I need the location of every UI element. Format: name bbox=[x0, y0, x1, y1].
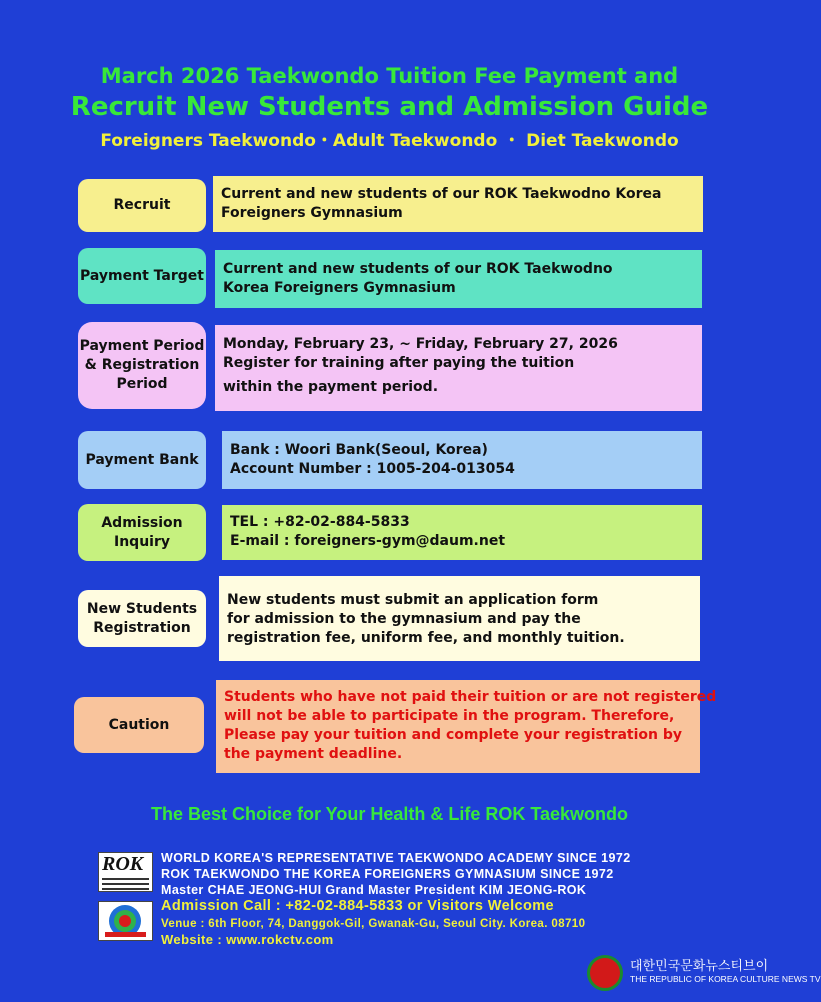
footer-line2: ROK TAEKWONDO THE KOREA FOREIGNERS GYMNASIUM SINCE 1972 bbox=[161, 867, 614, 881]
label-payment-period: Payment Period & Registration Period bbox=[78, 322, 206, 409]
box-payment-bank bbox=[222, 431, 702, 489]
admission-inquiry-line: TEL : +82-02-884-5833 bbox=[230, 514, 410, 530]
box-new-students bbox=[219, 576, 700, 661]
footer-admission-call: Admission Call : +82-02-884-5833 or Visitors Welcome bbox=[161, 898, 554, 914]
admission-inquiry-line: E-mail : foreigners-gym@daum.net bbox=[230, 533, 506, 549]
news-english-name: THE REPUBLIC OF KOREA CULTURE NEWS TV bbox=[630, 974, 821, 984]
label-new-students: New Students Registration bbox=[78, 590, 206, 647]
new-students-line: for admission to the gymnasium and pay the bbox=[227, 611, 581, 627]
label-payment-target: Payment Target bbox=[78, 248, 206, 304]
page-title-line1: March 2026 Taekwondo Tuition Fee Payment and bbox=[100, 64, 679, 88]
payment-period-line: within the payment period. bbox=[223, 379, 439, 395]
payment-bank-line: Bank : Woori Bank(Seoul, Korea) bbox=[230, 442, 488, 458]
footer-venue: Venue : 6th Floor, 74, Danggok-Gil, Gwanak-Gu, Seoul City. Korea. 08710 bbox=[161, 918, 586, 930]
logo-divider bbox=[102, 888, 149, 890]
taekwondo-emblem-logo bbox=[98, 901, 153, 941]
new-students-line: registration fee, uniform fee, and monthly tuition. bbox=[227, 630, 625, 646]
payment-period-line: Monday, February 23, ~ Friday, February 27, 2026 bbox=[223, 336, 618, 352]
recruit-line: Current and new students of our ROK Taekwodno Korea bbox=[221, 186, 662, 202]
logo-divider bbox=[102, 878, 149, 880]
caution-line: Please pay your tuition and complete your registration by bbox=[224, 727, 683, 743]
emblem-icon bbox=[99, 902, 152, 940]
caution-line: Students who have not paid their tuition or are not registered bbox=[224, 689, 717, 705]
label-admission-inquiry: Admission Inquiry bbox=[78, 504, 206, 561]
label-payment-bank: Payment Bank bbox=[78, 431, 206, 489]
box-caution bbox=[216, 680, 717, 773]
logo-divider bbox=[102, 883, 149, 885]
box-recruit bbox=[213, 176, 703, 232]
payment-target-line: Current and new students of our ROK Taekwodno bbox=[223, 261, 613, 277]
news-korean-name: 대한민국문화뉴스티브이 bbox=[630, 959, 769, 974]
box-admission-inquiry bbox=[222, 505, 702, 560]
footer-line1: WORLD KOREA'S REPRESENTATIVE TAEKWONDO ACADEMY SINCE 1972 bbox=[161, 851, 631, 865]
payment-bank-line: Account Number : 1005-204-013054 bbox=[230, 461, 515, 477]
payment-period-line: Register for training after paying the tuition bbox=[223, 355, 575, 371]
caution-line: will not be able to participate in the program. Therefore, bbox=[224, 708, 675, 724]
page-title-line2: Recruit New Students and Admission Guide bbox=[70, 92, 709, 122]
label-recruit: Recruit bbox=[78, 179, 206, 232]
label-caution: Caution bbox=[74, 697, 204, 753]
rok-logo bbox=[98, 852, 153, 892]
recruit-line: Foreigners Gymnasium bbox=[221, 205, 403, 221]
culture-news-logo bbox=[587, 955, 623, 991]
box-payment-period bbox=[215, 325, 702, 411]
payment-target-line: Korea Foreigners Gymnasium bbox=[223, 280, 456, 296]
footer-website: Website : www.rokctv.com bbox=[161, 932, 334, 947]
footer-line3: Master CHAE JEONG-HUI Grand Master President KIM JEONG-ROK bbox=[161, 883, 587, 897]
new-students-line: New students must submit an application form bbox=[227, 592, 599, 608]
rok-logo-text: ROK bbox=[102, 853, 144, 875]
tagline: The Best Choice for Your Health & Life ROK Taekwondo bbox=[150, 804, 629, 824]
box-payment-target bbox=[215, 250, 702, 308]
page-subtitle: Foreigners Taekwondo・Adult Taekwondo ・ Diet Taekwondo bbox=[100, 131, 679, 151]
caution-line: the payment deadline. bbox=[224, 746, 403, 762]
